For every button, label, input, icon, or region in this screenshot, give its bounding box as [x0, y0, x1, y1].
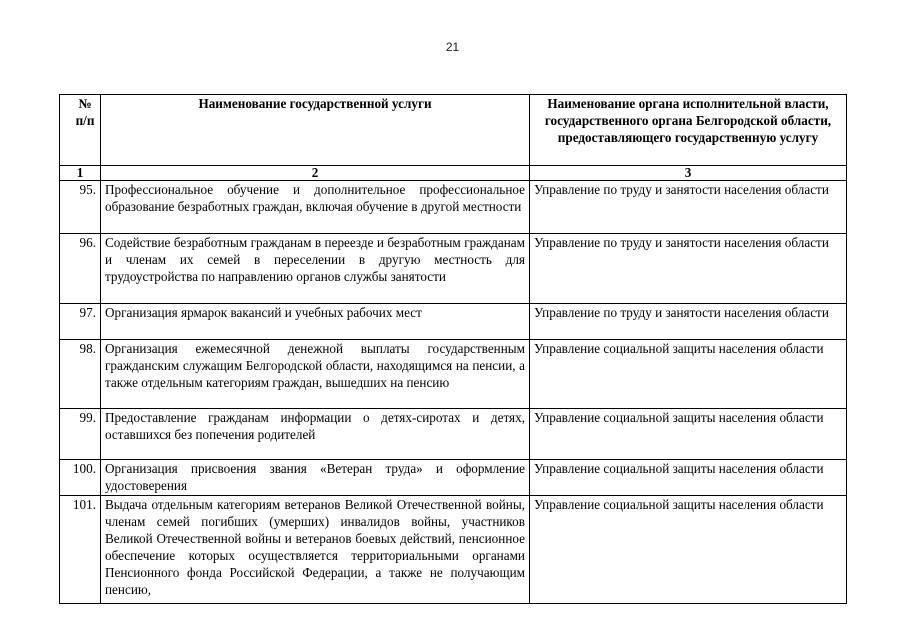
authority-name: Управление по труду и занятости населения области [530, 234, 847, 304]
authority-name: Управление по труду и занятости населения области [530, 181, 847, 234]
service-name: Профессиональное обучение и дополнительное профессиональное образование безработных граждан, включая обучение в другой местности [101, 181, 530, 234]
service-name: Организация ярмарок вакансий и учебных рабочих мест [101, 304, 530, 340]
table-row [60, 340, 847, 409]
table-row [60, 460, 847, 496]
authority-name: Управление социальной защиты населения области [530, 409, 847, 460]
row-number: 98. [60, 340, 101, 409]
table-row [60, 181, 847, 234]
table-row [60, 304, 847, 340]
header-number: № п/п [60, 95, 101, 166]
service-name: Выдача отдельным категориям ветеранов Великой Отечественной войны, членам семей погибших (умерших) инвалидов войны, участников Великой Отечественной войны и ветеранов боевых действий, пенсионное обеспечение которых осуществляется территориальными органами Пенсионного фонда Российской Федерации, а также не получающим пенсию, [101, 496, 530, 604]
table-row [60, 234, 847, 304]
table-row [60, 409, 847, 460]
header-authority: Наименование органа исполнительной власти, государственного органа Белгородской области, предоставляющего государственную услугу [530, 95, 847, 166]
row-number: 99. [60, 409, 101, 460]
column-number-row [60, 166, 847, 181]
service-name: Предоставление гражданам информации о детях-сиротах и детях, оставшихся без попечения родителей [101, 409, 530, 460]
service-name: Содействие безработным гражданам в переезде и безработным гражданам и членам их семей в переселении в другую местность для трудоустройства по направлению органов службы занятости [101, 234, 530, 304]
table-row [60, 496, 847, 604]
service-name: Организация ежемесячной денежной выплаты государственным гражданским служащим Белгородской области, находящимся на пенсии, а также отдельным категориям граждан, вышедших на пенсию [101, 340, 530, 409]
authority-name: Управление социальной защиты населения области [530, 496, 847, 604]
service-name: Организация присвоения звания «Ветеран труда» и оформление удостоверения [101, 460, 530, 496]
authority-name: Управление социальной защиты населения области [530, 460, 847, 496]
row-number: 101. [60, 496, 101, 604]
row-number: 95. [60, 181, 101, 234]
row-number: 96. [60, 234, 101, 304]
services-table [59, 94, 847, 604]
header-service-name: Наименование государственной услуги [101, 95, 530, 166]
page-number: 21 [445, 40, 460, 54]
row-number: 100. [60, 460, 101, 496]
authority-name: Управление социальной защиты населения области [530, 340, 847, 409]
authority-name: Управление по труду и занятости населения области [530, 304, 847, 340]
column-number: 2 [101, 166, 530, 181]
row-number: 97. [60, 304, 101, 340]
column-number: 3 [530, 166, 847, 181]
table-header-row [60, 95, 847, 166]
column-number: 1 [60, 166, 101, 181]
